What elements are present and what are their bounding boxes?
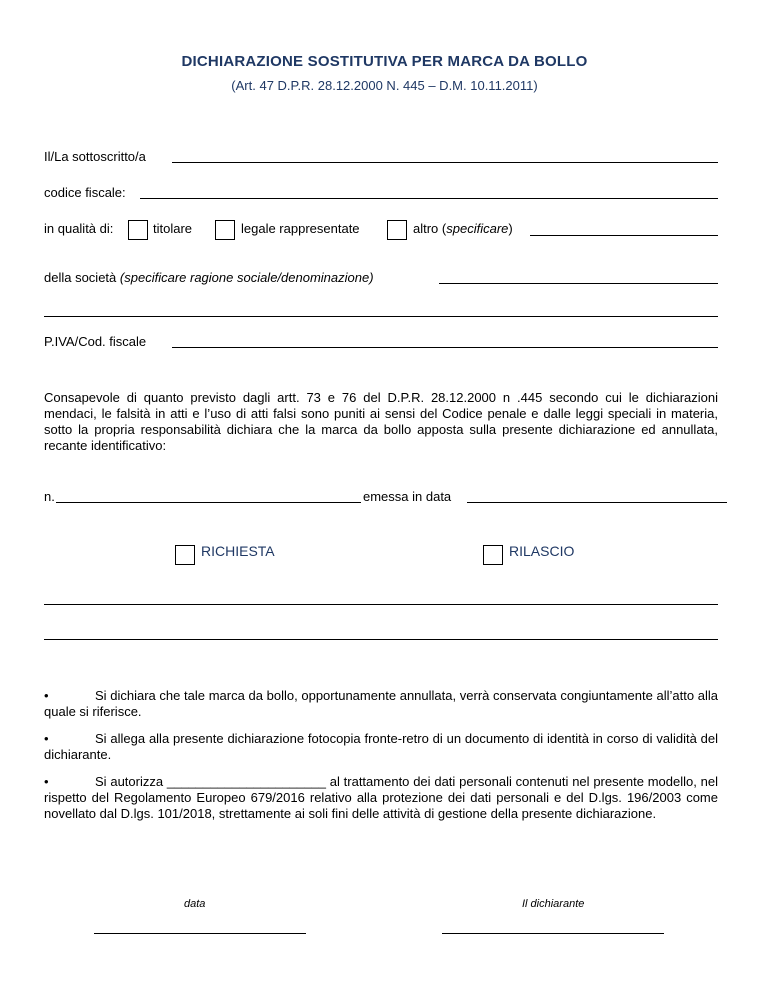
emessa-label: emessa in data bbox=[363, 489, 452, 504]
dichiarante-signature-line[interactable] bbox=[442, 933, 664, 934]
note-line-2[interactable] bbox=[44, 639, 718, 640]
page-subtitle: (Art. 47 D.P.R. 28.12.2000 N. 445 – D.M. 10.11.2011) bbox=[231, 78, 538, 93]
piva-label: P.IVA/Cod. fiscale bbox=[44, 334, 147, 349]
bullet-icon: • bbox=[44, 688, 49, 703]
bullet-text-1: Si dichiara che tale marca da bollo, opportunamente annullata, verrà conservata congiuntamente all’atto alla quale si riferisce. bbox=[44, 688, 718, 719]
societa-field[interactable] bbox=[439, 283, 718, 284]
bullet-icon: • bbox=[44, 774, 49, 789]
richiesta-checkbox[interactable] bbox=[175, 545, 195, 565]
dichiarante-label: Il dichiarante bbox=[522, 898, 585, 910]
numero-field[interactable] bbox=[56, 502, 361, 503]
altro-label: altro (specificare) bbox=[413, 221, 513, 236]
numero-label: n. bbox=[44, 489, 55, 504]
titolare-checkbox[interactable] bbox=[128, 220, 148, 240]
data-signature-line[interactable] bbox=[94, 933, 306, 934]
legale-checkbox[interactable] bbox=[215, 220, 235, 240]
codice-fiscale-field[interactable] bbox=[140, 198, 718, 199]
rilascio-label: RILASCIO bbox=[509, 543, 575, 559]
richiesta-label: RICHIESTA bbox=[201, 543, 275, 559]
societa-field-2[interactable] bbox=[44, 316, 718, 317]
titolare-label: titolare bbox=[153, 221, 193, 236]
sottoscritto-label: Il/La sottoscritto/a bbox=[44, 149, 146, 164]
sottoscritto-field[interactable] bbox=[172, 162, 718, 163]
piva-field[interactable] bbox=[172, 347, 718, 348]
emessa-field[interactable] bbox=[467, 502, 727, 503]
bullet-icon: • bbox=[44, 731, 49, 746]
page-title: DICHIARAZIONE SOSTITUTIVA PER MARCA DA BOLLO bbox=[181, 53, 588, 70]
altro-field[interactable] bbox=[530, 235, 718, 236]
declaration-text: Consapevole di quanto previsto dagli artt. 73 e 76 del D.P.R. 28.12.2000 n .445 secondo cui le dichiarazioni mendaci, le falsità in atti e l’uso di atti falsi sono puniti ai sensi del Codice penale e dalle leggi speciali in materia, sotto la propria responsabilità dichiara che la marca da bollo apposta sulla presente dichiarazione ed annullata, recante identificativo: bbox=[44, 390, 718, 453]
altro-checkbox[interactable] bbox=[387, 220, 407, 240]
qualita-label: in qualità di: bbox=[44, 221, 114, 236]
bullet-text-2: Si allega alla presente dichiarazione fotocopia fronte-retro di un documento di identità in corso di validità del dichiarante. bbox=[44, 731, 718, 762]
rilascio-checkbox[interactable] bbox=[483, 545, 503, 565]
note-line-1[interactable] bbox=[44, 604, 718, 605]
bullet-text-3: Si autorizza ______________________ al trattamento dei dati personali contenuti nel presente modello, nel rispetto del Regolamento Europeo 679/2016 relativo alla protezione dei dati personali e del D.lgs. 196/2003 come novellato dal D.lgs. 101/2018, strettamente ai soli fini delle attività di gestione della presente dichiarazione. bbox=[44, 774, 718, 821]
codice-fiscale-label: codice fiscale: bbox=[44, 185, 126, 200]
data-label: data bbox=[184, 898, 206, 910]
societa-label: della società (specificare ragione sociale/denominazione) bbox=[44, 270, 374, 285]
legale-label: legale rappresentate bbox=[241, 221, 360, 236]
